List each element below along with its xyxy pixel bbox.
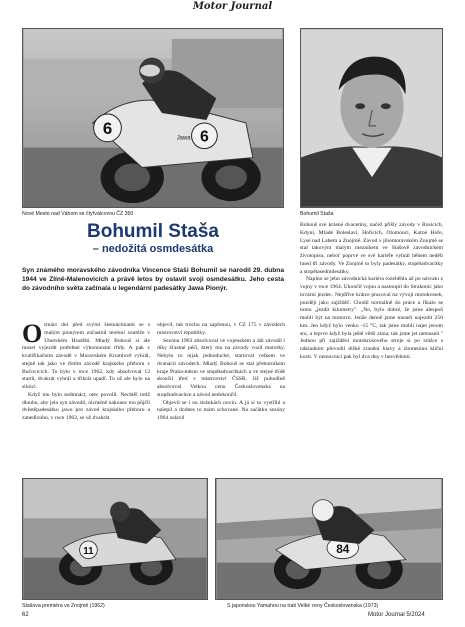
bottom-left-bike-number: 11 xyxy=(83,545,94,557)
paragraph: Objevil se i na stránkách novin. A já si to vystřihl a nalepil a dodnes to mám schované. Na začátku sezóny 1964 oslavil xyxy=(157,399,285,421)
caption-bottom-left: Stašova premiéra ve Znojmě (1962) xyxy=(22,603,105,609)
article-column-3 xyxy=(300,222,443,470)
svg-text:6: 6 xyxy=(200,128,209,146)
paragraph: Sezónu 1963 absolvoval ve vojenském a dál závodil i díky šťastné péči, který mu na závody vozil motorky. Nebylo to nijak jednoduché, startoval celkem ve dvanácti závodech. Mladý Bohouš se stal přeborníkem kraje Praha-město ve stopětadvacítkách a ve stejné třídě skončil třetí v mistrovství ČSSR. Již pohodlně absolvoval Velkou cenu Československa na stopětadvacítce a závod nedokončil. xyxy=(157,337,285,398)
paragraph: Bohouš své krásné dvacetiny, načež přišly závody v Rosicích, Kdyni, Mladé Boleslavi, Hořicích, Olomouci, Kutné Hoře, Lysé nad Labem a Znojmě. Závod v jihomoravském Znojmě se stal takovým malým mezníkem ve Stašově závodnickém životopisu, neboť poprvé ve své kariéře vyhrál během nedělí hned tři závody. Ve Znojmě to byly padesátky, stopětadvacítky a stopětasedmdesátky. xyxy=(300,222,443,275)
bottom-right-bike-number: 84 xyxy=(336,541,350,556)
caption-top-right: Bohumil Staša xyxy=(300,211,334,217)
paragraph: Když mu bylo sedmnáct, otec povolil. Nechtěl totiž dlouho, aby jelo syn závodil, nicméně nakonec mu půjčil dvěstěpadesátku jawu pro závod krajského přeboru a zanedlouho, v roce 1962, se už dvakrát xyxy=(22,391,150,421)
article-subtitle: – nedožitá osmdesátka xyxy=(92,243,214,255)
article-column-1 xyxy=(22,322,150,470)
photo-portrait xyxy=(300,28,443,208)
yamaha-photo-image xyxy=(216,479,442,599)
masthead-logo: Motor Journal xyxy=(192,1,273,12)
paragraph: Naplno se jeho závodnická kariéra rozeběhla až po návratu z vojny v roce 1964. Ukončil vojnu a nastoupil do Strakonic jako tovární jezdec. Nejdříve krátce pracoval na vývoji motokrosek, později jako zajížděč. Chodil normálně do práce a říkalo se tomu „jezdit kilometry". „No, bylo dobré, že jsme alespoň mohli být na motorce. Jenže denně jsme museli najezdit 250 km. Jen když bylo venku -15 °C, tak jsme mohli najet jenom sto, a teprve když byla ještě větší zima, tak jsme jet nemuseli." Jednou při zajíždění motokrosového stroje si po srážce s nákladním převodil těžké zranění hlavy a zlomeninu klíční kosti. V nemocnici pak byl dva dny v bezvědomí. xyxy=(300,276,443,360)
masthead xyxy=(0,0,465,22)
issue-label: Motor Journal 5/2024 xyxy=(368,612,425,618)
article-column-2 xyxy=(157,322,285,470)
page-number: 62 xyxy=(22,612,29,618)
caption-top-left: Nové Mesto nad Váhom se čtyřválcovou ČZ 350 xyxy=(22,211,134,217)
caption-bottom-right: S japonskou Yamahou na trati Velké ceny Československa (1973) xyxy=(227,603,379,609)
bike-number-label: 6 xyxy=(102,118,113,138)
znojmo-photo-image xyxy=(23,479,207,599)
paragraph: trnáct dní před svými šestnáctinami se s malým pionýrem zúčastnil terénní soutěže v Uherském Hradišti. Mladý Bohouš si ale musel vyjezdit potřebné výkonnostní třídy. A pak v kvalifikačním závodě v Moravském Krumlově vyhrál, stejně tak jako ve třetím závodě krajského přeboru v Bučovicích. To bylo v roce 1962, kdy absolvoval 12 startů, dvakrát vyhrál a třikrát upadl. To už ale bylo na silnici. xyxy=(22,322,150,390)
photo-racer-cz350 xyxy=(22,28,284,208)
portrait-image xyxy=(301,29,442,207)
racer-photo-image xyxy=(23,29,283,207)
photo-yamaha-race xyxy=(215,478,443,600)
drop-cap: O xyxy=(22,322,43,348)
bike-brand-label: Jawa xyxy=(176,135,191,142)
article-title: Bohumil Staša xyxy=(87,221,219,242)
paragraph: objevil, tak trochu na zapřenou, v ČZ 175 v závodech mistrovství republiky. xyxy=(157,322,285,336)
article-lead: Syn známého moravského závodníka Vincence Staši Bohumil se narodil 29. dubna 1944 ve Zlíně-Malenovicích a právě letos by oslavil svoji osmdesátku. Jeho cesta do závodního světa začínala u legendární padesátky Jawa Pionýr. xyxy=(22,267,284,293)
photo-znojmo-premiere xyxy=(22,478,208,600)
